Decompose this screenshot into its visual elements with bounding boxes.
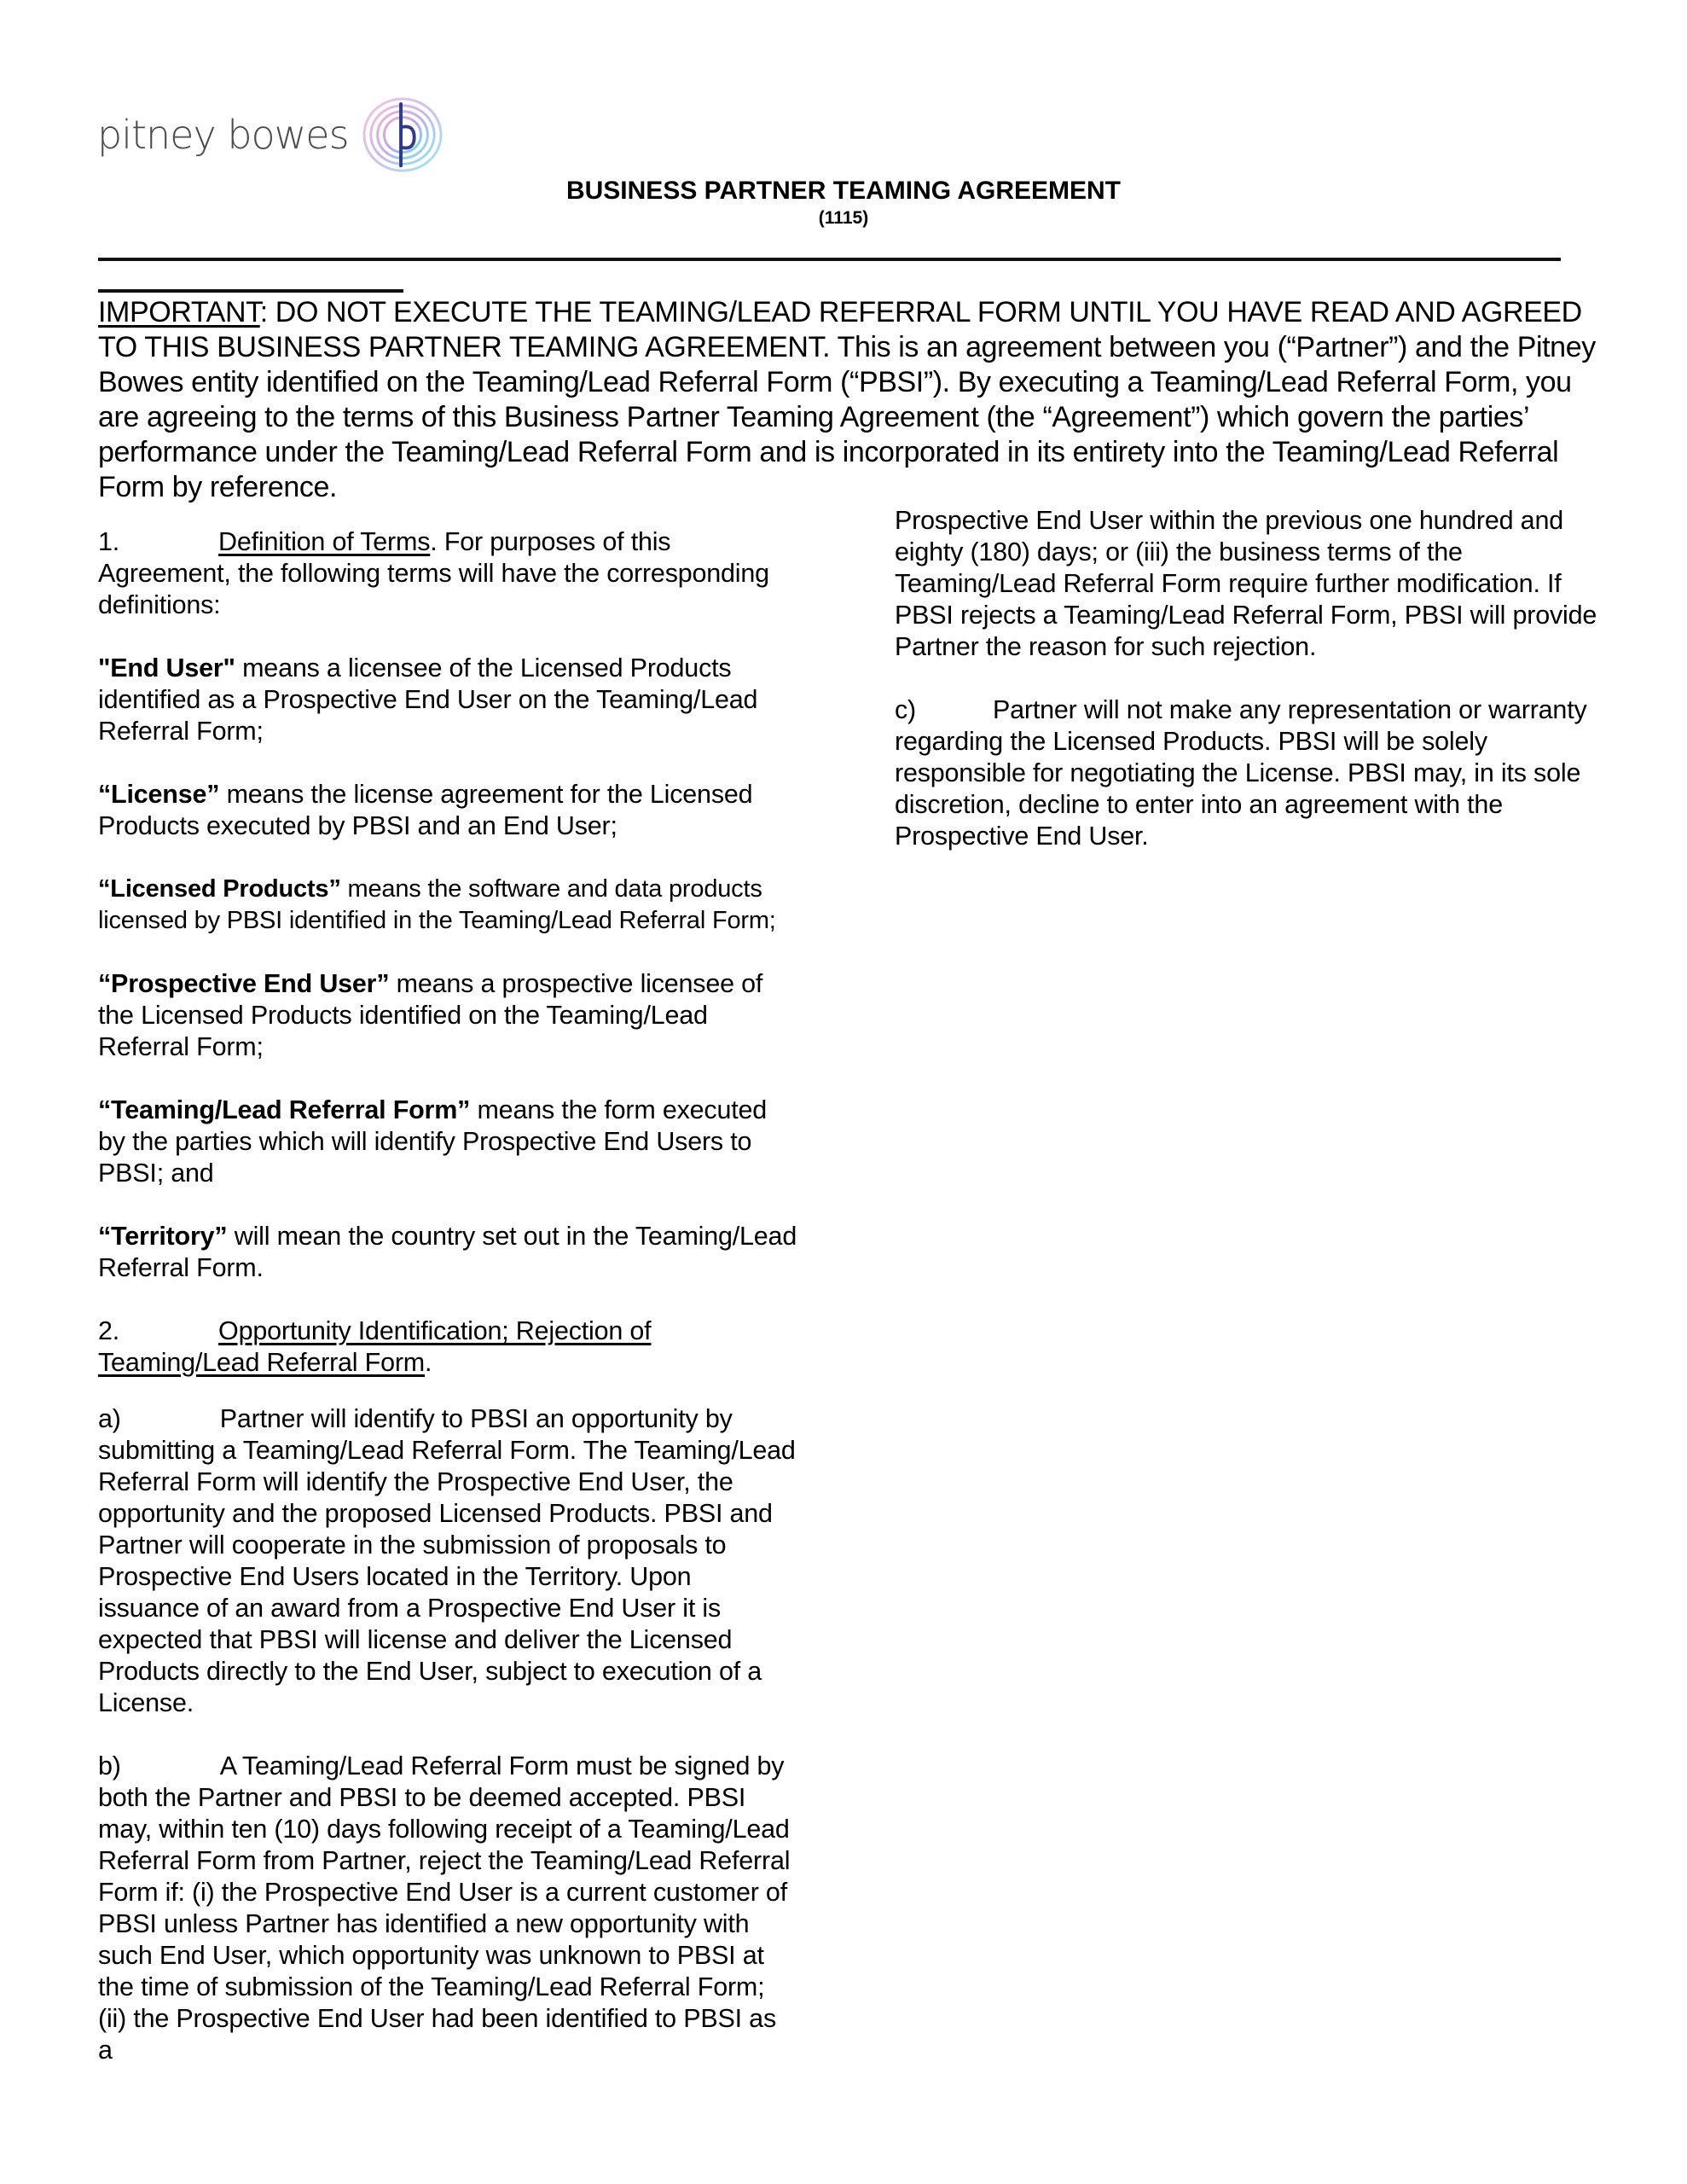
definition-territory: “Territory” will mean the country set out in the Teaming/Lead Referral Form. [98, 1222, 797, 1282]
document-title: BUSINESS PARTNER TEAMING AGREEMENT [565, 177, 1122, 205]
short-rule [98, 289, 403, 293]
logo-wordmark: pitney bowes [97, 112, 349, 158]
definition-license: “License” means the license agreement for the Licensed Products executed by PBSI and an End User; [98, 780, 753, 840]
section-heading: Definition of Terms [218, 527, 431, 556]
definition-teaming-form: “Teaming/Lead Referral Form” means the form executed by the parties which will identify Prospective End Users to PBSI; and [98, 1095, 768, 1188]
section-1-intro: 1. Definition of Terms. For purposes of this Agreement, the following terms will have the corresponding definitions: [98, 527, 769, 619]
clause-b-continued: Prospective End User within the previous one hundred and eighty (180) days; or (iii) the business terms of the Teaming/Lead Referral Form require further modification. If PBSI rejects a Teaming/Lead Referral Form, PBSI will provide Partner the reason for such rejection. [895, 506, 1597, 661]
clause-a: a) Partner will identify to PBSI an opportunity by submitting a Teaming/Lead Referral Form. The Teaming/Lead Referral Form will identify the Prospective End User, the opportunity and the proposed Licensed Products. PBSI and Partner will cooperate in the submission of proposals to Prospective End Users located in the Territory. Upon issuance of an award from a Prospective End User it is expected that PBSI will license and deliver the Licensed Products directly to the End User, subject to execution of a License. [98, 1404, 796, 1717]
definition-prospective-end-user: “Prospective End User” means a prospective licensee of the Licensed Products identified on the Teaming/Lead Referral Form; [98, 969, 763, 1061]
important-text: : DO NOT EXECUTE THE TEAMING/LEAD REFERRAL FORM UNTIL YOU HAVE READ AND AGREED TO THIS BUSINESS PARTNER TEAMING AGREEMENT. This is an agreement between you (“Partner”) and the Pitney Bowes entity identified on the Teaming/Lead Referral Form (“PBSI”). By executing a Teaming/Lead Referral Form, you are agreeing to the terms of this Business Partner Teaming Agreement (the “Agreement”) which govern the parties’ performance under the Teaming/Lead Referral Form and is incorporated in its entirety into the Teaming/Lead Referral Form by reference. [98, 296, 1596, 503]
section-number: 1. [98, 527, 120, 556]
section-2-heading: 2. Opportunity Identification; Rejection of Teaming/Lead Referral Form. [98, 1316, 652, 1377]
definition-licensed-products: “Licensed Products” means the software and data products licensed by PBSI identified in the Teaming/Lead Referral Form; [98, 875, 776, 934]
important-notice [98, 295, 1599, 505]
important-label: IMPORTANT [98, 296, 260, 328]
pitney-bowes-logo [97, 96, 444, 174]
section-heading: Opportunity Identification; Rejection of Teaming/Lead Referral Form [98, 1316, 652, 1377]
pitney-bowes-b-rings-icon [361, 96, 444, 174]
form-number: (1115) [818, 208, 869, 228]
definition-end-user: "End User" means a licensee of the Licensed Products identified as a Prospective End User on the Teaming/Lead Referral Form; [98, 653, 758, 746]
clause-b: b) A Teaming/Lead Referral Form must be signed by both the Partner and PBSI to be deemed accepted. PBSI may, within ten (10) days following receipt of a Teaming/Lead Referral Form from Partner, reject the Teaming/Lead Referral Form if: (i) the Prospective End User is a current customer of PBSI unless Partner has identified a new opportunity with such End User, which opportunity was unknown to PBSI at the time of submission of the Teaming/Lead Referral Form; (ii) the Prospective End User had been identified to PBSI as a [98, 1751, 791, 2065]
left-column [98, 526, 797, 2066]
right-column [895, 505, 1603, 852]
header-rule [98, 258, 1561, 261]
clause-c: c) Partner will not make any representation or warranty regarding the Licensed Products. PBSI will be solely responsible for negotiating the License. PBSI may, in its sole discretion, decline to enter into an agreement with the Prospective End User. [895, 695, 1587, 851]
